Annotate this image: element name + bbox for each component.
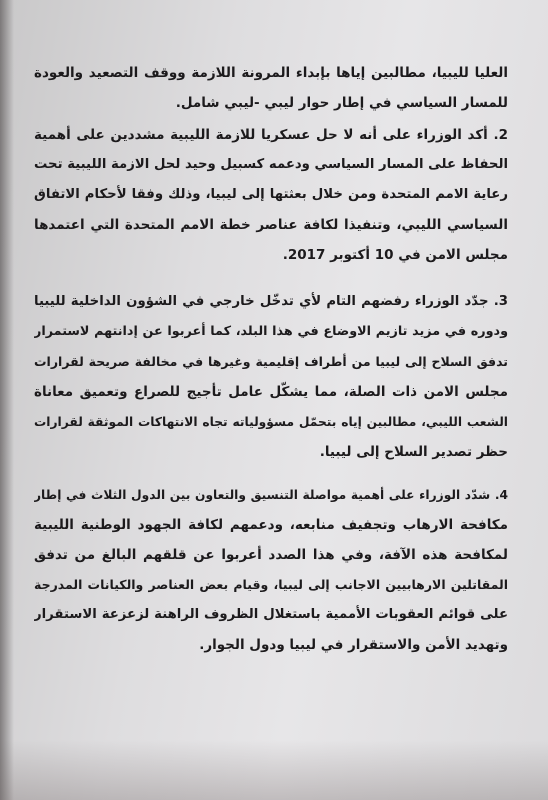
text-line: على قوائم العقوبات الأممية باستغلال الظروف الراهنة لزعزعة الاستقرار bbox=[34, 607, 508, 622]
text-line: مجلس الامن ذات الصلة، مما يشكّل عامل تأجيج للصراع وتعميق معاناة bbox=[34, 384, 508, 400]
text-line: السياسي الليبي، وتنفيذا لكافة عناصر خطة الامم المتحدة التي اعتمدها bbox=[34, 217, 508, 233]
text-line: العليا لليبيا، مطالبين إياها بإبداء المرونة اللازمة ووقف التصعيد والعودة bbox=[34, 65, 508, 81]
text-line: ودوره في مزيد تازيم الاوضاع في هذا البلد، كما أعربوا عن إدانتهم لاستمرار bbox=[34, 324, 508, 339]
paragraph-point-4 bbox=[34, 480, 508, 660]
text-line: مكافحة الارهاب وتجفيف منابعه، ودعمهم لكافة الجهود الوطنية الليبية bbox=[34, 517, 508, 533]
paragraph-point-2 bbox=[34, 120, 508, 270]
text-line: الشعب الليبي، مطالبين إياه بتحمّل مسؤولياته تجاه الانتهاكات الموثقة لقرارات bbox=[34, 415, 508, 429]
text-line: تدفق السلاح إلى ليبيا من أطراف إقليمية وغيرها في مخالفة صريحة لقرارات bbox=[34, 354, 508, 369]
text-line: لمكافحة هذه الآفة، وفي هذا الصدد أعربوا عن قلقهم البالغ من تدفق bbox=[34, 547, 508, 563]
paragraph-intro bbox=[34, 58, 508, 118]
text-line: للمسار السياسي في إطار حوار ليبي -ليبي شامل. bbox=[175, 95, 508, 111]
text-line: 3. جدّد الوزراء رفضهم التام لأي تدخّل خارجي في الشؤون الداخلية لليبيا bbox=[34, 294, 508, 309]
text-line: وتهديد الأمن والاستقرار في ليبيا ودول الجوار. bbox=[199, 637, 508, 653]
page-bottom-shadow bbox=[0, 740, 548, 800]
text-line: مجلس الامن في 10 أكتوبر 2017. bbox=[282, 247, 508, 263]
text-line: الحفاظ على المسار السياسي ودعمه كسبيل وحيد لحل الازمة الليبية تحت bbox=[34, 157, 508, 172]
text-line: 2. أكد الوزراء على أنه لا حل عسكريا للازمة الليبية مشددين على أهمية bbox=[34, 127, 508, 143]
page-edge-shadow bbox=[0, 0, 14, 800]
text-line: حظر تصدير السلاح إلى ليبيا. bbox=[319, 444, 508, 460]
text-line: المقاتلين الارهابيين الاجانب إلى ليبيا، وقيام بعض العناصر والكيانات المدرجة bbox=[34, 577, 508, 592]
text-line: 4. شدّد الوزراء على أهمية مواصلة التنسيق والتعاون بين الدول الثلاث في إطار bbox=[34, 488, 508, 502]
paragraph-point-3 bbox=[34, 287, 508, 467]
text-line: رعاية الامم المتحدة ومن خلال بعثتها إلى ليبيا، وذلك وفقا لأحكام الاتفاق bbox=[34, 187, 508, 202]
